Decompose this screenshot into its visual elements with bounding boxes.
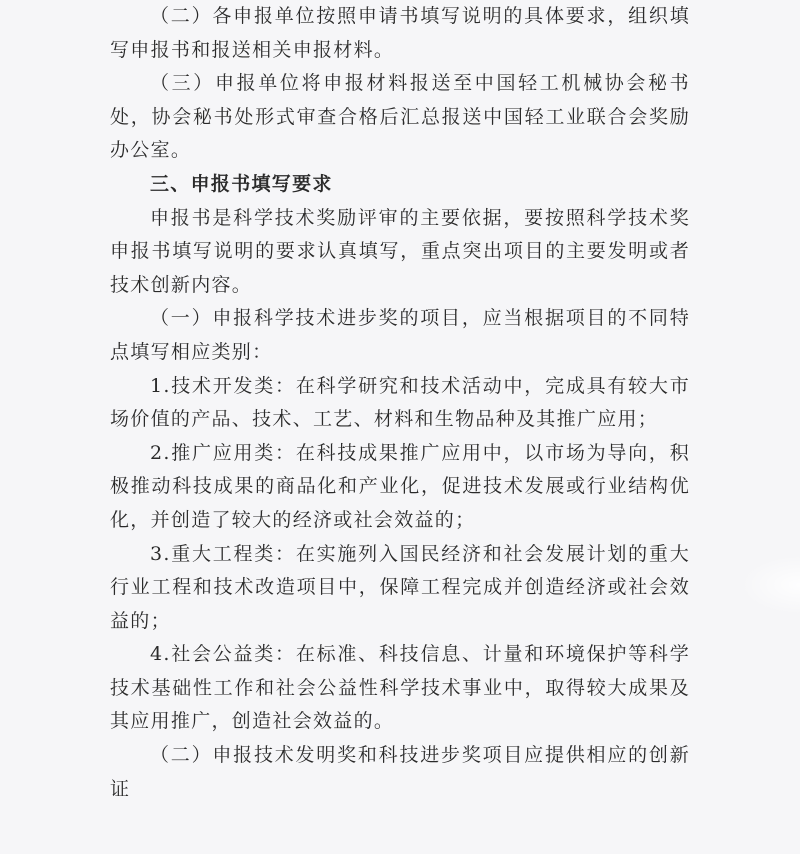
paragraph-application-form-basis: 申报书是科学技术奖励评审的主要依据，要按照科学技术奖申报书填写说明的要求认真填写，重点突出项目的主要发明或者技术创新内容。 xyxy=(110,206,690,296)
section-heading-application-form: 三、申报书填写要求 xyxy=(150,172,333,195)
paragraph-submission-route: （三）申报单位将申报材料报送至中国轻工机械协会秘书处，协会秘书处形式审查合格后汇总报送中国轻工业联合会奖励办公室。 xyxy=(110,72,690,162)
scan-highlight xyxy=(740,555,800,615)
paragraph-progress-award-categories: （一）申报科学技术进步奖的项目，应当根据项目的不同特点填写相应类别： xyxy=(110,307,690,363)
paragraph-submission-requirements: （二）各申报单位按照申请书填写说明的具体要求，组织填写申报书和报送相关申报材料。 xyxy=(110,5,690,61)
list-item-technology-development: 1.技术开发类：在科学研究和技术活动中，完成具有较大市场价值的产品、技术、工艺、材料和生物品种及其推广应用； xyxy=(110,374,690,431)
list-item-major-engineering: 3.重大工程类：在实施列入国民经济和社会发展计划的重大行业工程和技术改造项目中，保障工程完成并创造经济或社会效益的； xyxy=(110,542,690,632)
paragraph-innovation-proof: （二）申报技术发明奖和科技进步奖项目应提供相应的创新证 xyxy=(110,744,690,800)
list-item-promotion-application: 2.推广应用类：在科技成果推广应用中，以市场为导向，积极推动科技成果的商品化和产业化，促进技术发展或行业结构优化，并创造了较大的经济或社会效益的； xyxy=(110,441,690,531)
list-item-social-public-welfare: 4.社会公益类：在标准、科技信息、计量和环境保护等科学技术基础性工作和社会公益性科学技术事业中，取得较大成果及其应用推广，创造社会效益的。 xyxy=(110,643,690,733)
document-body xyxy=(110,0,690,806)
